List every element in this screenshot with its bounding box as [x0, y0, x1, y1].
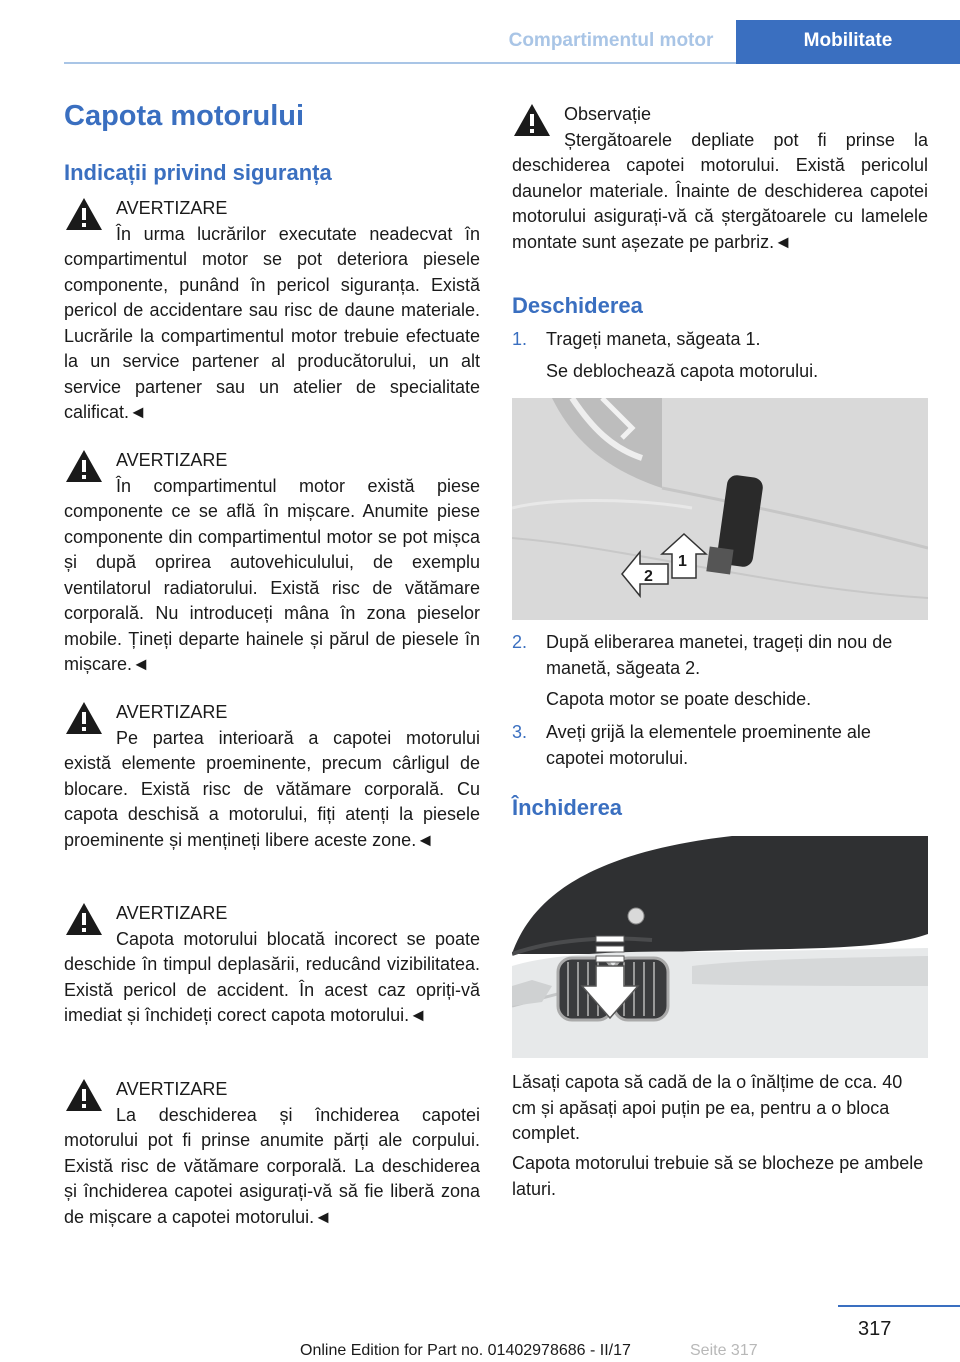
hood-release-lever-figure — [512, 398, 928, 620]
warning-text: În compartimentul motor există piese componente ce se află în mișcare. Anumite piese componente din compartimentul motor se pot mișca și după oprirea autovehiculului, de exemplu ventilatorul radiatorului. Există risc de vătămare corporală. Nu introduceți mâna în zona pieselor mobile. Țineți departe hainele și părul de piesele în mișcare.◄ — [64, 475, 480, 674]
warning-triangle-icon — [512, 102, 552, 138]
warning-triangle-icon — [64, 1077, 104, 1113]
note-text: Ștergătoarele depliate pot fi prinse la deschiderea capotei motorului. Există pericolul daunelor materiale. Înainte de deschiderea capotei motorului asigurați-vă că ștergătoarele cu lamelele montate sunt așezate pe parbriz.◄ — [512, 129, 928, 252]
warning-triangle-icon — [64, 700, 104, 736]
warning-block — [64, 196, 480, 426]
warning-title: AVERTIZARE — [116, 198, 228, 218]
warning-triangle-icon — [64, 196, 104, 232]
closing-paragraph: Lăsați capota să cadă de la o înălțime de cca. 40 cm și apăsați apoi puțin pe ea, pentru a o bloca complet. — [512, 1072, 903, 1143]
warning-triangle-icon — [64, 901, 104, 937]
step-item — [512, 327, 928, 384]
step-text: Trageți maneta, săgeata 1. — [546, 329, 761, 349]
step-subtext: Se deblochează capota motorului. — [546, 360, 819, 381]
warning-text: Pe partea interioară a capotei motorului există elemente proeminente, precum cârligul de blocare. Există risc de vătămare corporală. Cu capota deschisă a motorului, fiți atenți la piesele proeminente și mențineți libere aceste zone.◄ — [64, 727, 480, 850]
step-item — [512, 720, 928, 771]
note-block — [512, 102, 928, 255]
arrow-2-label: 2 — [644, 568, 653, 585]
warning-title: AVERTIZARE — [116, 1079, 228, 1099]
section-heading-opening: Deschiderea — [512, 293, 643, 318]
hood-closing-figure — [512, 836, 928, 1058]
header-active-tab: Mobilitate — [736, 20, 960, 62]
warning-text: La deschiderea și închiderea capotei motorului pot fi prinse anumite părți ale corpului. Există risc de vătămare corporală. La deschiderea și închiderea capotei asigurați-vă să fie liberă zona de mișcare a capotei motorului.◄ — [64, 1104, 480, 1227]
warning-block — [64, 1077, 480, 1230]
step-number: 2. — [512, 632, 528, 652]
warning-title: AVERTIZARE — [116, 903, 228, 923]
watermark: Seite 317 — [690, 1342, 758, 1359]
footer-rule — [838, 1305, 960, 1307]
section-heading-closing: Închiderea — [512, 795, 623, 820]
section-heading-safety: Indicații privind siguranța — [64, 160, 332, 185]
page-number: 317 — [858, 1318, 892, 1340]
step-text: Aveți grijă la elementele proeminente ale capotei motorului. — [546, 722, 871, 768]
warning-block — [64, 700, 480, 853]
warning-triangle-icon — [64, 448, 104, 484]
arrow-1-label: 1 — [678, 553, 687, 570]
warning-title: AVERTIZARE — [116, 702, 228, 722]
note-title: Observație — [564, 104, 652, 124]
step-number: 3. — [512, 722, 528, 742]
warning-block — [64, 448, 480, 678]
page-title: Capota motorului — [64, 100, 305, 132]
step-number: 1. — [512, 329, 528, 349]
closing-paragraph: Capota motorului trebuie să se blocheze pe ambele laturi. — [512, 1153, 924, 1199]
step-text: După eliberarea manetei, trageți din nou de manetă, săgeata 2. — [546, 632, 893, 678]
warning-text: În urma lucrărilor executate neadecvat în compartimentul motor se pot deteriora piesele componente, punând în pericol siguranța. Există pericol de accidentare sau risc de daune materiale. Lucrările la compartimentul motor trebuie efectuate la un service partener al producătorului, un alt service partener sau un atelier de specialitate calificat.◄ — [64, 223, 480, 422]
warning-text: Capota motorului blocată incorect se poate deschide în timpul deplasării, reducând vizibilitatea. Există pericol de accident. În acest caz opriți-vă imediat și închideți corect capota motorului.◄ — [64, 928, 480, 1025]
header-section-tab: Compartimentul motor — [508, 30, 714, 51]
header-rule — [64, 62, 736, 64]
header-rule-active — [736, 62, 960, 64]
step-item — [512, 630, 928, 713]
warning-title: AVERTIZARE — [116, 450, 228, 470]
step-subtext: Capota motor se poate deschide. — [546, 689, 812, 709]
warning-block — [64, 901, 480, 1029]
edition-note: Online Edition for Part no. 01402978686 - II/17 — [300, 1342, 631, 1359]
